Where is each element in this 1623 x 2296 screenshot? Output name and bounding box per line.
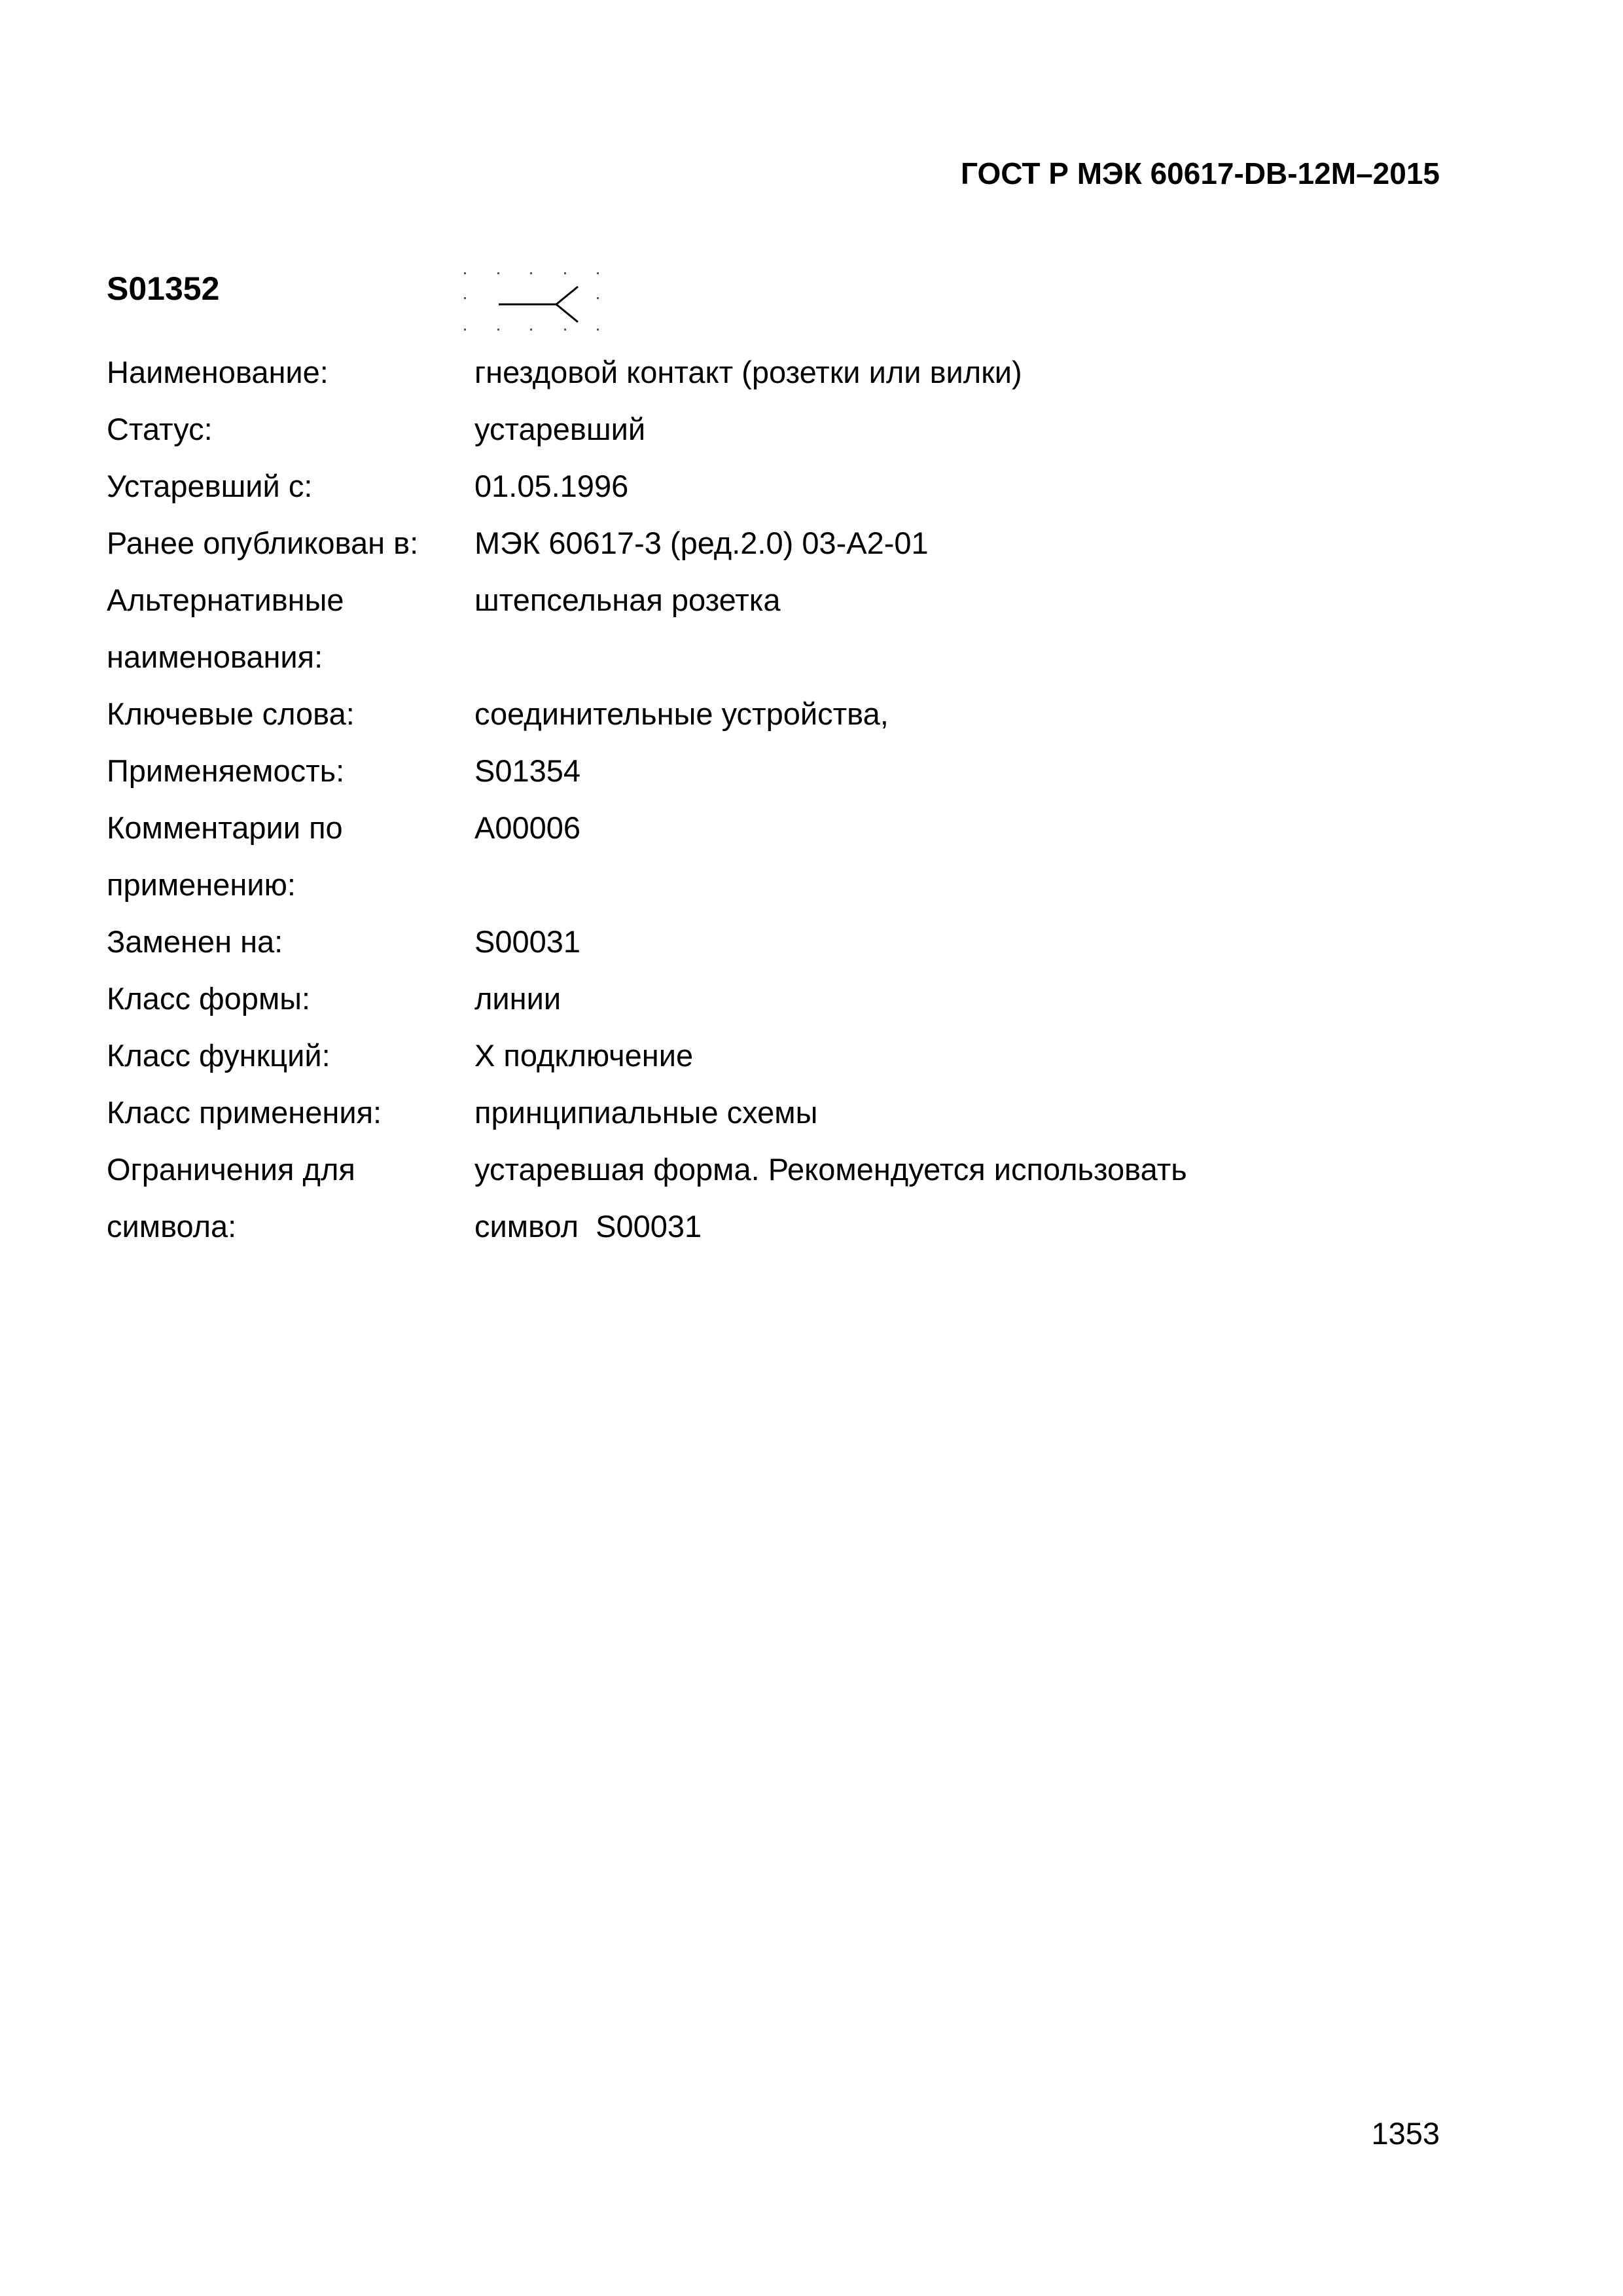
property-row [107, 856, 1481, 913]
property-row [107, 514, 1481, 571]
property-row [107, 1084, 1481, 1141]
property-row [107, 344, 1481, 401]
property-label: Наименование: [107, 355, 329, 389]
property-label: Класс применения: [107, 1095, 382, 1130]
socket-contact-symbol-icon [458, 268, 609, 334]
property-label: Альтернативные [107, 583, 344, 617]
property-value: 01.05.1996 [474, 469, 629, 503]
property-label: символа: [107, 1209, 237, 1244]
property-value: гнездовой контакт (розетки или вилки) [474, 355, 1022, 389]
property-row [107, 799, 1481, 856]
property-value [474, 856, 1481, 913]
property-label: применению: [107, 867, 296, 902]
property-label: Ограничения для [107, 1152, 355, 1187]
symbol-code: S01352 [107, 270, 220, 307]
property-row [107, 571, 1481, 628]
property-label: Применяемость: [107, 753, 345, 788]
property-value: S00031 [474, 924, 581, 959]
property-value: принципиальные схемы [474, 1095, 818, 1130]
property-row [107, 970, 1481, 1027]
property-label: Устаревший с: [107, 469, 313, 503]
property-label: Ключевые слова: [107, 696, 355, 731]
property-label: Класс формы: [107, 981, 311, 1016]
symbol-properties-table [107, 344, 1481, 1255]
property-value: символ S00031 [474, 1209, 702, 1244]
property-row [107, 1027, 1481, 1084]
property-label: наименования: [107, 639, 323, 674]
property-label: Комментарии по [107, 810, 343, 845]
property-value: S01354 [474, 753, 581, 788]
property-value: штепсельная розетка [474, 583, 781, 617]
property-value: МЭК 60617-3 (ред.2.0) 03-A2-01 [474, 526, 929, 560]
property-label: Статус: [107, 412, 213, 446]
property-row [107, 628, 1481, 685]
property-label: Ранее опубликован в: [107, 526, 419, 560]
property-value: X подключение [474, 1038, 694, 1073]
page-number: 1353 [1371, 2116, 1440, 2151]
property-row [107, 401, 1481, 457]
property-value: соединительные устройства, [474, 696, 889, 731]
standard-designation: ГОСТ Р МЭК 60617-DB-12M–2015 [961, 156, 1440, 190]
property-row [107, 685, 1481, 742]
property-value: A00006 [474, 810, 581, 845]
property-label: Заменен на: [107, 924, 283, 959]
property-row [107, 742, 1481, 799]
property-row [107, 1198, 1481, 1255]
property-row [107, 913, 1481, 970]
property-value [474, 628, 1481, 685]
property-value: устаревшая форма. Рекомендуется использовать [474, 1152, 1187, 1187]
property-row [107, 457, 1481, 514]
property-label: Класс функций: [107, 1038, 330, 1073]
property-value: линии [474, 981, 562, 1016]
property-value: устаревший [474, 412, 646, 446]
property-row [107, 1141, 1481, 1198]
